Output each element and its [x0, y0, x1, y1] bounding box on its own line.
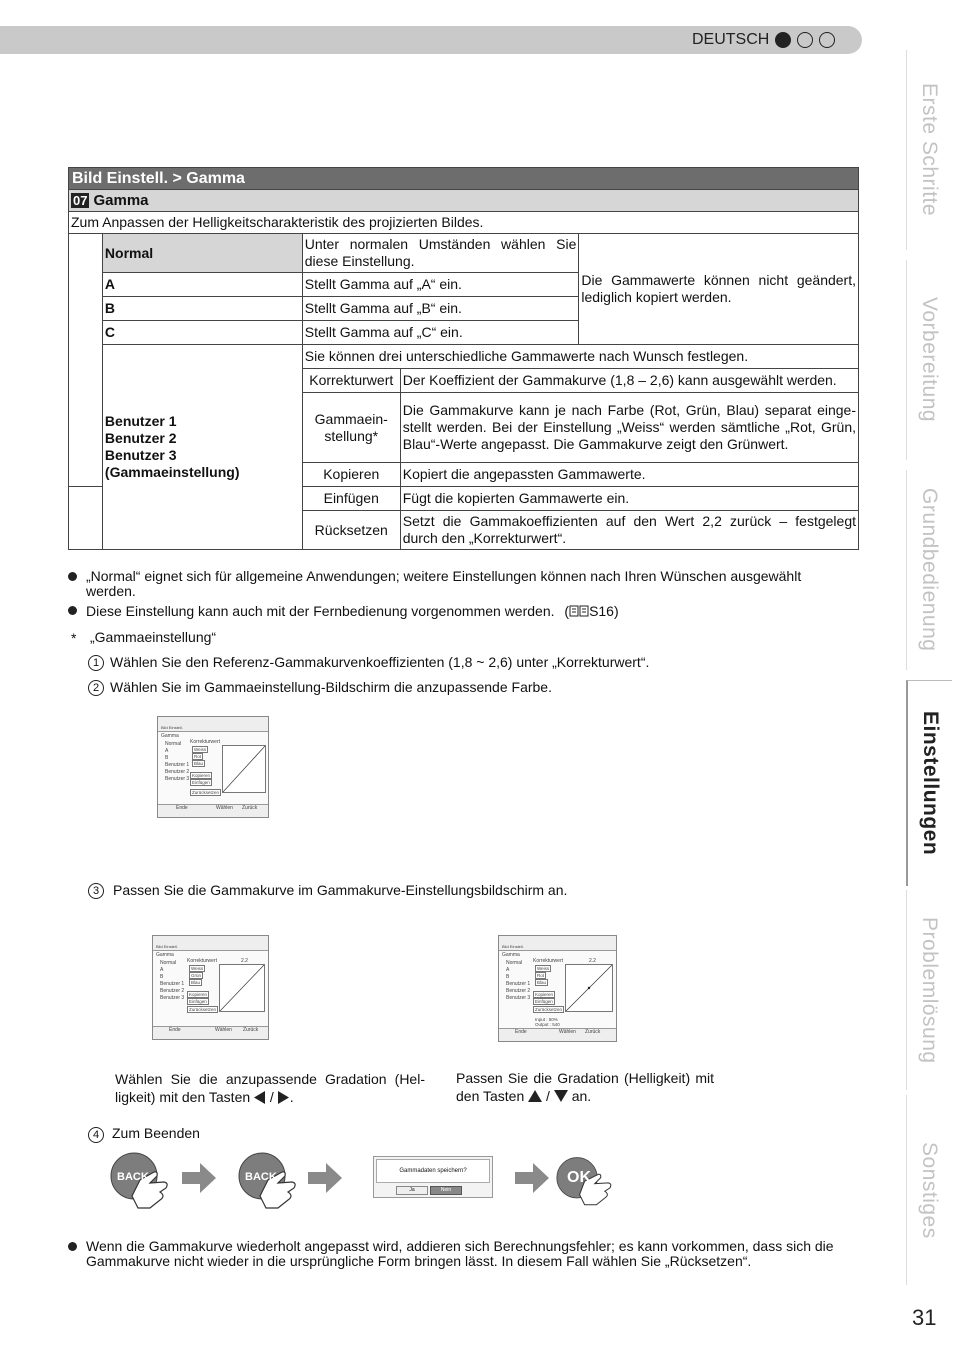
screen-section: Gamma [161, 733, 179, 739]
option-desc: Unter normalen Umständen wählen Sie diese Einstellung. [302, 234, 579, 273]
item-name: Gamma [93, 192, 149, 209]
step-number: 4 [88, 1127, 104, 1143]
osd-screen-2: Bild Einstell. Gamma Normal A B Benutzer 1 Benutzer 2 Benutzer 3 Korrekturwert 2.2 Weiss Grün Blau Kopieren Einfügen Zurücksetzen Ende Wählen Zurück [152, 935, 269, 1040]
left-arrow-icon [254, 1091, 266, 1104]
item-number: 07 [73, 193, 88, 208]
user-option-desc: Die Gammakurve kann je nach Farbe (Rot, Grün, Blau) separat einge-stellt werden. Bei der Einstellung „Weiss“ werden sämtliche „Rot, Grün, Blau“-Werte angepasst. Die Gammakurve zeigt den Grünwert. [400, 393, 858, 463]
gamma-table [68, 167, 859, 550]
side-tab-sonstiges[interactable]: Sonstiges [906, 1095, 951, 1285]
book-icon [569, 605, 589, 617]
side-tab-einstellungen[interactable]: Einstellungen [906, 680, 952, 886]
note-bullet-3: Wenn die Gammakurve wiederholt angepasst wird, addieren sich Berechnungsfehler; es kann vorkommen, dass sich die Gammakurve nicht wieder in die ursprüngliche Form bringen lässt. In diesem Fall wählen Sie „Rücksetzen“. [86, 1238, 834, 1269]
user-option-name: Rücksetzen [302, 511, 400, 550]
side-tab-erste-schritte[interactable]: Erste Schritte [906, 50, 951, 250]
language-indicator [692, 31, 835, 49]
user-option-desc: Setzt die Gammakoeffizienten auf den Wert 2,2 zurück – festgelegt durch den „Korrekturwert“. [400, 511, 858, 550]
step-number: 3 [88, 883, 104, 899]
option-desc: Stellt Gamma auf „C“ ein. [302, 321, 579, 345]
step-number: 1 [88, 655, 104, 671]
step-2-text: Wählen Sie im Gammaeinstellung-Bildschirm die anzupassende Farbe. [110, 679, 552, 695]
table-intro: Zum Anpassen der Helligkeitscharakteristik des projizierten Bildes. [69, 212, 859, 234]
note-bullet-2: Diese Einstellung kann auch mit der Fernbedienung vorgenommen werden. ( S16) [86, 603, 619, 619]
down-arrow-icon [554, 1090, 568, 1102]
option-desc: Stellt Gamma auf „A“ ein. [302, 273, 579, 297]
side-tabs [902, 0, 954, 1350]
user-option-name: Einfügen [302, 487, 400, 511]
page-number: 31 [912, 1305, 937, 1330]
osd-screen-3: Bild Einstell. Gamma Normal A B Benutzer 1 Benutzer 2 Benutzer 3 Korrekturwert 2.2 Weiss Rot Blau Kopieren Einfügen Zurücksetzen Input : 50% Output : 540 Ende Wählen Zurück [498, 935, 617, 1042]
indent-cell [69, 511, 103, 550]
fixed-note: Die Gammawerte können nicht geändert, lediglich kopiert werden. [579, 234, 859, 345]
option-name: B [102, 297, 302, 321]
back-label: BACK [117, 1171, 149, 1183]
user-option-name: Gammaein-stellung* [302, 393, 400, 463]
bullet-icon [68, 572, 77, 581]
item-header [69, 190, 859, 212]
dialog-no-button[interactable]: Nein [430, 1186, 462, 1195]
right-arrow-icon [182, 1163, 216, 1193]
ok-label: OK [567, 1169, 591, 1186]
osd-screen-1: Bild Einstell. Gamma Normal A B Benutzer 1 Benutzer 2 Benutzer 3 Korrekturwert Weiss Rot Blau Kopieren Einfügen Zurücksetzen Ende Wählen Zurück [157, 716, 269, 818]
screen-tab-label: Bild Einstell. [161, 725, 183, 730]
side-tab-problemloesung[interactable]: Problemlösung [906, 890, 951, 1090]
right-arrow-icon [278, 1091, 290, 1104]
step-3-right-caption: Passen Sie die Gradation (Helligkeit) mit den Tasten / an. [456, 1070, 714, 1104]
step-4-text: Zum Beenden [112, 1125, 200, 1141]
table-title: Bild Einstell. > Gamma [69, 168, 859, 190]
indent-cell [69, 234, 103, 487]
dot-icon [775, 32, 791, 48]
option-name: A [102, 273, 302, 297]
user-intro: Sie können drei unterschiedliche Gammawerte nach Wunsch festlegen. [302, 345, 858, 369]
user-option-desc: Fügt die kopierten Gammawerte ein. [400, 487, 858, 511]
option-name: C [102, 321, 302, 345]
back-label: BACK [245, 1171, 277, 1183]
note-bullet-1: „Normal“ eignet sich für allgemeine Anwendungen; weitere Einstellungen können nach Ihren Wünschen ausgewählt werden. [86, 568, 802, 599]
gamma-curve [223, 746, 265, 792]
up-arrow-icon [528, 1090, 542, 1102]
dot-icon [819, 32, 835, 48]
step-3-left-caption: Wählen Sie die anzupassende Gradation (Hel-ligkeit) mit den Tasten / . [115, 1071, 425, 1105]
indent-cell [69, 487, 103, 511]
option-name: Normal [102, 234, 302, 273]
gamma-curve [566, 965, 612, 1011]
right-arrow-icon [308, 1163, 342, 1193]
side-tab-grundbedienung[interactable]: Grundbedienung [906, 470, 951, 670]
gamma-curve [220, 965, 264, 1011]
user-option-name: Kopieren [302, 463, 400, 487]
user-option-name: Korrekturwert [302, 369, 400, 393]
right-arrow-icon [515, 1163, 549, 1193]
save-dialog [373, 1156, 493, 1198]
option-desc: Stellt Gamma auf „B“ ein. [302, 297, 579, 321]
step-3-text: Passen Sie die Gammakurve im Gammakurve-Einstellungsbildschirm an. [113, 882, 568, 898]
language-label: DEUTSCH [692, 31, 770, 48]
step-number: 2 [88, 680, 104, 696]
side-tab-vorbereitung[interactable]: Vorbereitung [906, 260, 951, 460]
star-title: „Gammaeinstellung“ [90, 629, 217, 645]
step-1-text: Wählen Sie den Referenz-Gammakurvenkoeffizienten (1,8 ~ 2,6) unter „Korrekturwert“. [110, 654, 650, 670]
gamma-graph [565, 964, 613, 1012]
user-option-desc: Kopiert die angepassten Gammawerte. [400, 463, 858, 487]
gamma-graph [219, 964, 265, 1012]
bullet-icon [68, 1242, 77, 1251]
user-option-desc: Der Koeffizient der Gammakurve (1,8 – 2,6) kann ausgewählt werden. [400, 369, 858, 393]
user-label: Benutzer 1 Benutzer 2 Benutzer 3 (Gammaeinstellung) [102, 345, 302, 550]
gamma-graph [222, 745, 266, 793]
dialog-message: Gammadaten speichern? [376, 1159, 490, 1183]
bullet-icon [68, 606, 77, 615]
star-mark: * [71, 630, 77, 646]
dot-icon [797, 32, 813, 48]
dialog-yes-button[interactable]: Ja [396, 1186, 428, 1195]
